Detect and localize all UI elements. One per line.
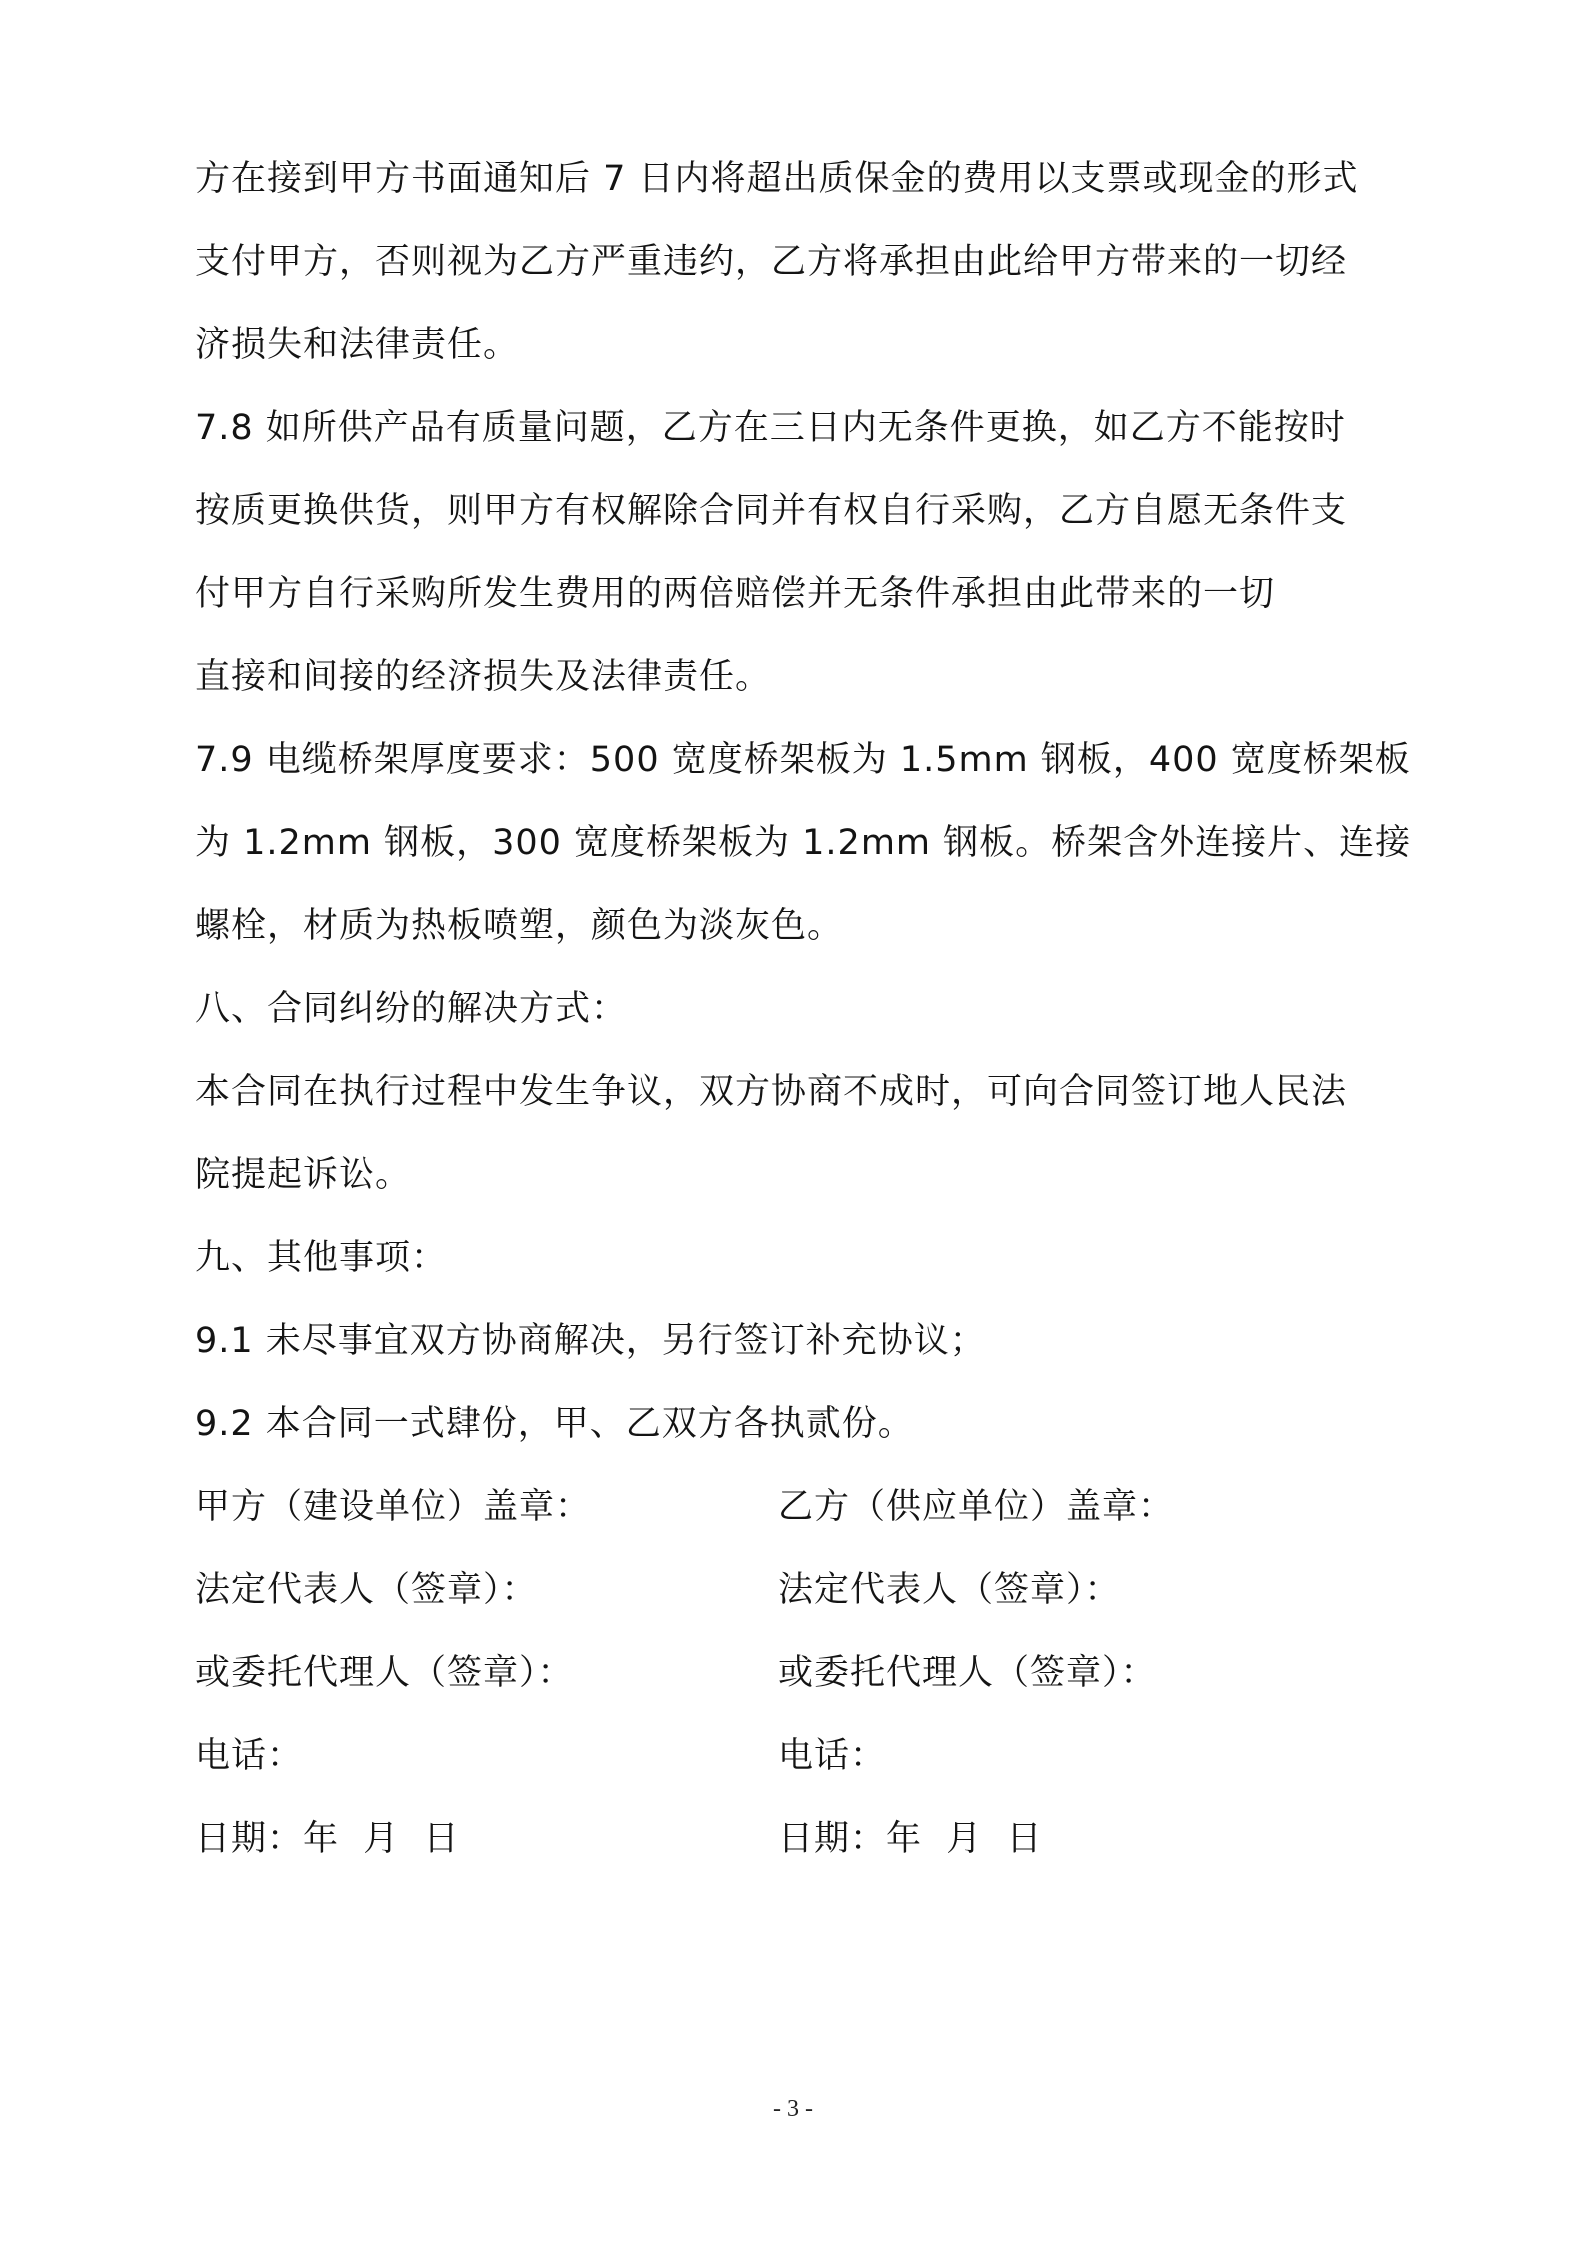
party-b-date-label: 日期：年 月 日 xyxy=(778,1819,1043,1859)
signature-row-phone xyxy=(195,1715,1405,1798)
text-line: 本合同在执行过程中发生争议，双方协商不成时，可向合同签订地人民法 xyxy=(195,1072,1348,1112)
clause-7-8: 7.8 如所供产品有质量问题，乙方在三日内无条件更换，如乙方不能按时 xyxy=(195,408,1346,448)
section-heading-other: 九、其他事项： xyxy=(195,1238,448,1278)
text-line: 院提起诉讼。 xyxy=(195,1155,412,1195)
clause-7-9: 7.9 电缆桥架厚度要求：500 宽度桥架板为 1.5mm 钢板，400 宽度桥架板 xyxy=(195,740,1411,780)
page-number: - 3 - xyxy=(773,2096,813,2122)
party-b-seal-label: 乙方（供应单位）盖章： xyxy=(778,1487,1175,1527)
text-line: 方在接到甲方书面通知后 7 日内将超出质保金的费用以支票或现金的形式 xyxy=(195,159,1359,199)
text-line: 付甲方自行采购所发生费用的两倍赔偿并无条件承担由此带来的一切 xyxy=(195,574,1276,614)
signature-block xyxy=(195,1466,1405,1881)
clause-9-1: 9.1 未尽事宜双方协商解决，另行签订补充协议； xyxy=(195,1321,986,1361)
party-b-representative-label: 法定代表人（签章）： xyxy=(778,1570,1121,1610)
party-a-representative-label: 法定代表人（签章）： xyxy=(195,1570,538,1610)
signature-row-agent xyxy=(195,1632,1405,1715)
text-line: 按质更换供货，则甲方有权解除合同并有权自行采购，乙方自愿无条件支 xyxy=(195,491,1348,531)
signature-row-representative xyxy=(195,1549,1405,1632)
party-b-agent-label: 或委托代理人（签章）： xyxy=(778,1653,1157,1693)
signature-row-seal xyxy=(195,1466,1405,1549)
text-line: 螺栓，材质为热板喷塑，颜色为淡灰色。 xyxy=(195,906,844,946)
party-a-seal-label: 甲方（建设单位）盖章： xyxy=(195,1487,592,1527)
section-heading-dispute: 八、合同纠纷的解决方式： xyxy=(195,989,628,1029)
party-a-date-label: 日期：年 月 日 xyxy=(195,1819,460,1859)
party-a-agent-label: 或委托代理人（签章）： xyxy=(195,1653,574,1693)
text-line: 济损失和法律责任。 xyxy=(195,325,520,365)
party-a-phone-label: 电话： xyxy=(195,1736,304,1776)
party-b-phone-label: 电话： xyxy=(778,1736,887,1776)
clause-9-2: 9.2 本合同一式肆份，甲、乙双方各执贰份。 xyxy=(195,1404,914,1444)
text-line: 支付甲方，否则视为乙方严重违约，乙方将承担由此给甲方带来的一切经 xyxy=(195,242,1348,282)
text-line: 为 1.2mm 钢板，300 宽度桥架板为 1.2mm 钢板。桥架含外连接片、连接 xyxy=(195,823,1412,863)
contract-body xyxy=(195,138,1412,1881)
signature-row-date xyxy=(195,1798,1405,1881)
text-line: 直接和间接的经济损失及法律责任。 xyxy=(195,657,772,697)
